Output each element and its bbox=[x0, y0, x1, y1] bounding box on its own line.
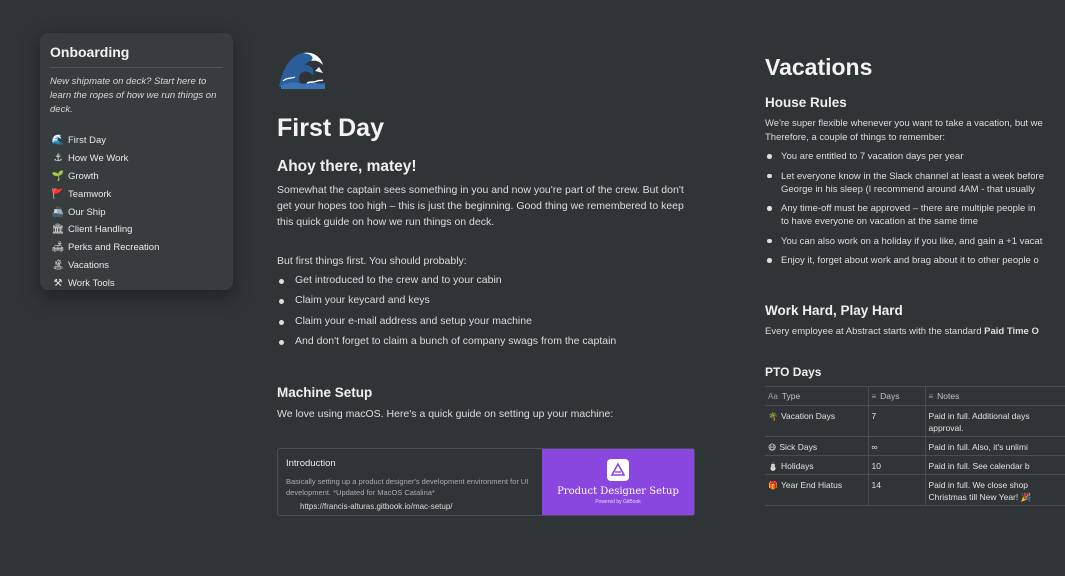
sidebar-item-work-tools[interactable] bbox=[50, 274, 223, 292]
seedling-icon: 🌱 bbox=[51, 170, 65, 182]
column-label: Days bbox=[880, 391, 900, 401]
list-item: And don't forget to claim a bunch of company swags from the captain bbox=[277, 335, 616, 355]
cell-type bbox=[765, 437, 868, 456]
thumbnail-subtitle: Powered by GitBook bbox=[595, 499, 641, 505]
sidebar-item-label: Teamwork bbox=[68, 188, 112, 200]
house-rules-line: Therefore, a couple of things to remember: bbox=[765, 132, 946, 143]
sidebar-nav bbox=[50, 132, 223, 292]
table-header-row bbox=[765, 387, 1065, 406]
sidebar-item-label: Our Ship bbox=[68, 206, 106, 218]
ship-icon: 🚢 bbox=[51, 206, 65, 218]
cell-type bbox=[765, 475, 868, 506]
sidebar-title: Onboarding bbox=[50, 44, 223, 68]
first-things-text: But first things first. You should probably: bbox=[277, 255, 467, 267]
cell-notes: Paid in full. Additional days approval. bbox=[925, 406, 1065, 437]
bookmark-card[interactable] bbox=[277, 448, 695, 516]
intro-paragraph: Somewhat the captain sees something in you and now you're part of the crew. But don't get your hopes too high – this is just the beginning. Good thing we remembered to keep this quick guide on how we run things on deck. bbox=[277, 184, 684, 228]
great-wave-icon bbox=[277, 47, 327, 91]
list-item: Any time-off must be approved – there are multiple people in to have everyone on vacation at the same time bbox=[765, 202, 1044, 228]
sidebar-item-label: First Day bbox=[68, 135, 106, 147]
house-rules-line: We're super flexible whenever you want to take a vacation, but we bbox=[765, 118, 1043, 129]
cell-text: Vacation Days bbox=[780, 411, 836, 421]
sidebar-item-vacations[interactable] bbox=[50, 257, 223, 275]
work-hard-heading: Work Hard, Play Hard bbox=[765, 303, 903, 318]
list-item: Claim your e-mail address and setup your machine bbox=[277, 315, 616, 335]
vacations-title: Vacations bbox=[765, 54, 873, 80]
thumbnail-title: Product Designer Setup bbox=[557, 486, 679, 497]
table-row[interactable] bbox=[765, 475, 1065, 506]
sidebar-item-label: Vacations bbox=[68, 259, 110, 271]
machine-setup-text: We love using macOS. Here's a quick guide on setting up your machine: bbox=[277, 408, 614, 420]
list-item: Claim your keycard and keys bbox=[277, 294, 616, 314]
page-title: First Day bbox=[277, 114, 384, 142]
column-header-notes[interactable] bbox=[925, 387, 1065, 406]
cell-notes: Paid in full. See calendar b bbox=[925, 456, 1065, 475]
sidebar-item-perks[interactable] bbox=[50, 239, 223, 257]
gift-icon: 🎁 bbox=[768, 481, 778, 490]
bookmark-url[interactable]: https://francis-alturas.gitbook.io/mac-setup/ bbox=[300, 502, 453, 511]
cell-days: 10 bbox=[868, 456, 925, 475]
column-header-days[interactable] bbox=[868, 387, 925, 406]
bookmark-title: Introduction bbox=[286, 458, 336, 469]
cell-text: Holidays bbox=[780, 461, 814, 471]
list-item: Enjoy it, forget about work and brag about it to other people o bbox=[765, 254, 1044, 267]
tools-icon: ⚒ bbox=[53, 277, 63, 289]
work-hard-body: Every employee at Abstract starts with the standard bbox=[765, 326, 982, 337]
table-row[interactable] bbox=[765, 437, 1065, 456]
sidebar-item-how-we-work[interactable] bbox=[50, 150, 223, 168]
flag-icon: 🚩 bbox=[51, 188, 65, 200]
table-row[interactable] bbox=[765, 406, 1065, 437]
palm-tree-icon: 🌴 bbox=[768, 412, 778, 421]
sidebar-item-our-ship[interactable] bbox=[50, 203, 223, 221]
vacations-page bbox=[765, 0, 1044, 576]
sidebar-item-label: Client Handling bbox=[68, 224, 133, 236]
sidebar-item-label: Work Tools bbox=[68, 277, 115, 289]
greeting-heading: Ahoy there, matey! bbox=[277, 158, 417, 175]
sidebar-item-growth[interactable] bbox=[50, 168, 223, 186]
sidebar-description: New shipmate on deck? Start here to learn the ropes of how we run things on deck. bbox=[50, 76, 217, 115]
bookmark-text bbox=[278, 449, 542, 515]
pto-heading: PTO Days bbox=[765, 365, 822, 379]
todo-list bbox=[277, 274, 616, 356]
list-property-icon: ≡ bbox=[871, 392, 877, 401]
list-property-icon: ≡ bbox=[928, 392, 934, 401]
list-item: You are entitled to 7 vacation days per year bbox=[765, 150, 1044, 163]
onboarding-sidebar bbox=[40, 33, 233, 290]
couch-icon: 🛋 bbox=[51, 242, 65, 254]
sidebar-item-client-handling[interactable] bbox=[50, 221, 223, 239]
list-item: Let everyone know in the Slack channel at least a week before George in his sleep (I recommend around 4AM - that usually bbox=[765, 170, 1044, 196]
island-icon: 🏝 bbox=[51, 259, 65, 271]
cell-text: Year End Hiatus bbox=[780, 480, 843, 490]
snowman-icon: ⛄ bbox=[768, 462, 778, 471]
bookmark-thumbnail bbox=[542, 449, 694, 515]
pto-table bbox=[765, 386, 1065, 506]
work-hard-bold: Paid Time O bbox=[984, 326, 1039, 337]
sidebar-item-label: How We Work bbox=[68, 153, 129, 165]
sidebar-item-first-day[interactable] bbox=[50, 132, 223, 150]
house-rules-heading: House Rules bbox=[765, 95, 847, 110]
work-hard-text bbox=[765, 325, 1039, 339]
cell-notes: Paid in full. Also, it's unlimi bbox=[925, 437, 1065, 456]
column-header-type[interactable] bbox=[765, 387, 868, 406]
sidebar-item-teamwork[interactable] bbox=[50, 185, 223, 203]
cell-days: 14 bbox=[868, 475, 925, 506]
text-property-icon: Aa bbox=[768, 392, 778, 401]
column-label: Type bbox=[781, 391, 801, 401]
cell-text: Sick Days bbox=[779, 442, 818, 452]
sidebar-item-label: Growth bbox=[68, 170, 99, 182]
gitbook-logo-icon bbox=[607, 459, 629, 481]
cell-type bbox=[765, 456, 868, 475]
column-label: Notes bbox=[937, 391, 960, 401]
bank-icon: 🏛 bbox=[51, 224, 65, 236]
cell-days: 7 bbox=[868, 406, 925, 437]
cell-notes: Paid in full. We close shop Christmas till New Year! 🎉 bbox=[925, 475, 1065, 506]
list-item: You can also work on a holiday if you like, and gain a +1 vacat bbox=[765, 235, 1044, 248]
list-item: Get introduced to the crew and to your cabin bbox=[277, 274, 616, 294]
sidebar-item-label: Perks and Recreation bbox=[68, 242, 160, 254]
table-row[interactable] bbox=[765, 456, 1065, 475]
sick-face-icon: 😷 bbox=[768, 443, 777, 452]
cell-days: ∞ bbox=[868, 437, 925, 456]
bookmark-description: Basically setting up a product designer's development environment for UI development. *Updated for MacOS Catalina* bbox=[286, 477, 529, 497]
wave-icon: 🌊 bbox=[51, 135, 65, 147]
machine-setup-heading: Machine Setup bbox=[277, 385, 373, 400]
cell-type bbox=[765, 406, 868, 437]
rules-list bbox=[765, 150, 1044, 274]
anchor-icon: ⚓ bbox=[53, 153, 63, 165]
